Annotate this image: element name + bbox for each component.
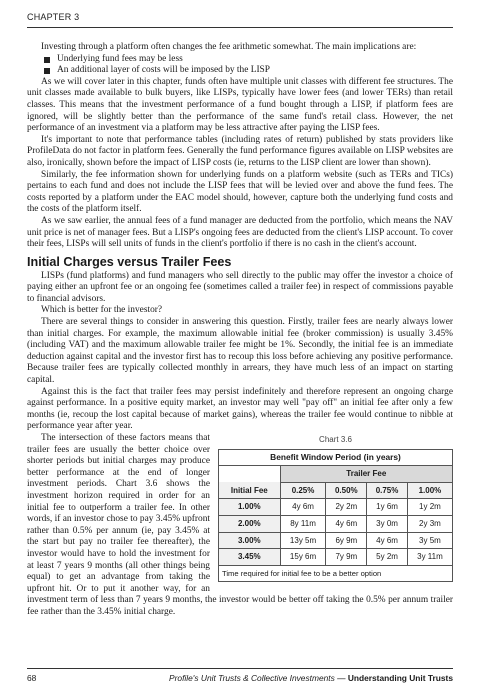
bullet-item bbox=[27, 54, 453, 66]
column-header: 0.25% bbox=[280, 482, 326, 499]
paragraph: Investing through a platform often changes the fee arithmetic somewhat. The main implications are: bbox=[41, 42, 417, 52]
book-title: Understanding Unit Trusts bbox=[347, 673, 453, 683]
bullet-text: Underlying fund fees may be less bbox=[57, 53, 183, 64]
table-cell: 6y 9m bbox=[326, 532, 367, 549]
initial-fee-header: Initial Fee bbox=[219, 482, 281, 499]
paragraph: It's important to note that performance tables (including rates of return) published by stats providers like ProfileData do not factor in platform fees. Generally the fund performance figures available on LISP websites are also, ironically, shown before the impact of LISP costs (ie, returns to the LISP client are lower than shown). bbox=[27, 134, 453, 168]
table-cell: 7y 9m bbox=[326, 549, 367, 566]
column-header: 0.50% bbox=[326, 482, 367, 499]
table-cell: 1y 6m bbox=[367, 499, 408, 516]
running-footer bbox=[169, 673, 453, 683]
row-header: 3.45% bbox=[219, 549, 281, 566]
footer-separator: — bbox=[334, 673, 348, 683]
table-footnote: Time required for initial fee to be a better option bbox=[219, 565, 453, 582]
square-bullet-icon bbox=[44, 68, 50, 74]
page-number: 68 bbox=[27, 673, 37, 683]
table-cell: 4y 6m bbox=[367, 532, 408, 549]
paragraph: As we saw earlier, the annual fees of a fund manager are deducted from the portfolio, which means the NAV unit price is net of manager fees. But a LISP's ongoing fees are deducted from the client's LISP account. To cover their fees, LISPs will sell units of funds in the client's portfolio if there is no cash in the client's account. bbox=[27, 215, 453, 250]
table-row bbox=[219, 532, 453, 549]
paragraph: The intersection of these factors means that trailer fees are usually the better choice over shorter periods but initial charges may produce better performance at the end of longer investment periods. Chart 3.6 shows the investment horizon required in order for an initial fee to outperform a trailer fee. In other words, if an investor chose to pay 3.45% upfront rather than 0.5% per annum (ie, pay 3.45% at the start but pay no trailer fee thereafter), the investor would have to hold the investment for at least 7 years 9 months (all other things being equal) to get an advantage from taking the upfront hit. Or to put it another way, for an investment term of less than 7 years 9 months, the investor would be better off taking the 0.5% per annum trailer fee rather than the 3.45% initial charge. bbox=[27, 433, 453, 617]
column-header: 0.75% bbox=[367, 482, 408, 499]
table-row bbox=[219, 515, 453, 532]
body-text bbox=[27, 42, 453, 619]
table-cell: 1y 2m bbox=[407, 499, 452, 516]
paragraph: Similarly, the fee information shown for underlying funds on a platform website (such as TERs and TICs) pertains to each fund and does not include the LISP fees that will be levied over and above the fund fees. The costs reported by a platform under the EAC model should, however, capture both the underlying fund costs and the costs of the platform itself. bbox=[27, 169, 453, 215]
table-cell: 3y 11m bbox=[407, 549, 452, 566]
bullet-list bbox=[27, 54, 453, 77]
row-header: 1.00% bbox=[219, 499, 281, 516]
table-title: Benefit Window Period (in years) bbox=[219, 449, 453, 466]
table-cell: 4y 6m bbox=[326, 515, 367, 532]
table-cell: 3y 5m bbox=[407, 532, 452, 549]
table-cell: 2y 3m bbox=[407, 515, 452, 532]
table-cell: 4y 6m bbox=[280, 499, 326, 516]
table-cell: 5y 2m bbox=[367, 549, 408, 566]
table-cell: 3y 0m bbox=[367, 515, 408, 532]
bullet-text: An additional layer of costs will be imposed by the LISP bbox=[57, 65, 270, 76]
table-cell: 8y 11m bbox=[280, 515, 326, 532]
chart-3-6 bbox=[218, 433, 453, 582]
paragraph: There are several things to consider in answering this question. Firstly, trailer fees are nearly always lower than initial charges. For example, the maximum allowable initial fee (broker commission) is usually 3.45% (including VAT) and the maximum allowable trailer fee might be 1%. Secondly, the initial fee is an immediate deduction against capital and the investor first has to recoup this loss before achieving any positive performance. Because trailer fees are typically collected monthly in arrears, they have much less of an impact on starting capital. bbox=[27, 317, 453, 386]
table-cell: 15y 6m bbox=[280, 549, 326, 566]
bullet-item bbox=[27, 65, 453, 77]
chart-caption: Chart 3.6 bbox=[319, 435, 352, 444]
table-cell: 2y 2m bbox=[326, 499, 367, 516]
table-cell: 13y 5m bbox=[280, 532, 326, 549]
paragraph: LISPs (fund platforms) and fund managers who sell directly to the public may offer the investor a choice of paying either an upfront fee or an ongoing fee (sometimes called a trailer fee) in respect of commissions payable to financial advisors. bbox=[27, 270, 453, 304]
footer-rule bbox=[27, 668, 453, 669]
paragraph: As we will cover later in this chapter, funds often have multiple unit classes with different fee structures. The unit classes made available to bulk buyers, like LISPs, typically have lower fees (and lower TERs) than retail classes. This means that the investment performance of a fund bought through a LISP, if platform fees are ignored, will be slightly better than the performance of the same fund's retail class. However, the net performance of an investment via a platform may be less attractive after paying the LISP fees. bbox=[27, 76, 453, 134]
chapter-header: CHAPTER 3 bbox=[27, 12, 80, 22]
publication-name: Profile's Unit Trusts & Collective Investments bbox=[169, 673, 335, 683]
row-header: 3.00% bbox=[219, 532, 281, 549]
header-rule bbox=[27, 27, 453, 28]
table-row bbox=[219, 499, 453, 516]
trailer-fee-header: Trailer Fee bbox=[280, 466, 452, 483]
chart-text-wrap bbox=[27, 433, 453, 619]
section-heading: Initial Charges versus Trailer Fees bbox=[27, 254, 232, 269]
row-header: 2.00% bbox=[219, 515, 281, 532]
table-corner bbox=[219, 466, 281, 483]
square-bullet-icon bbox=[44, 57, 50, 63]
paragraph: Which is better for the investor? bbox=[41, 305, 163, 316]
paragraph: Against this is the fact that trailer fees may persist indefinitely and therefore represent an ongoing charge against performance. In a positive equity market, an investor may well "pay off" an initial fee after only a few months (ie, recoup the lost capital because of market gains), whereas the trailer fee would continue to nibble at performance year after year. bbox=[27, 386, 453, 432]
column-header: 1.00% bbox=[407, 482, 452, 499]
table-row bbox=[219, 549, 453, 566]
benefit-window-table bbox=[218, 449, 453, 583]
